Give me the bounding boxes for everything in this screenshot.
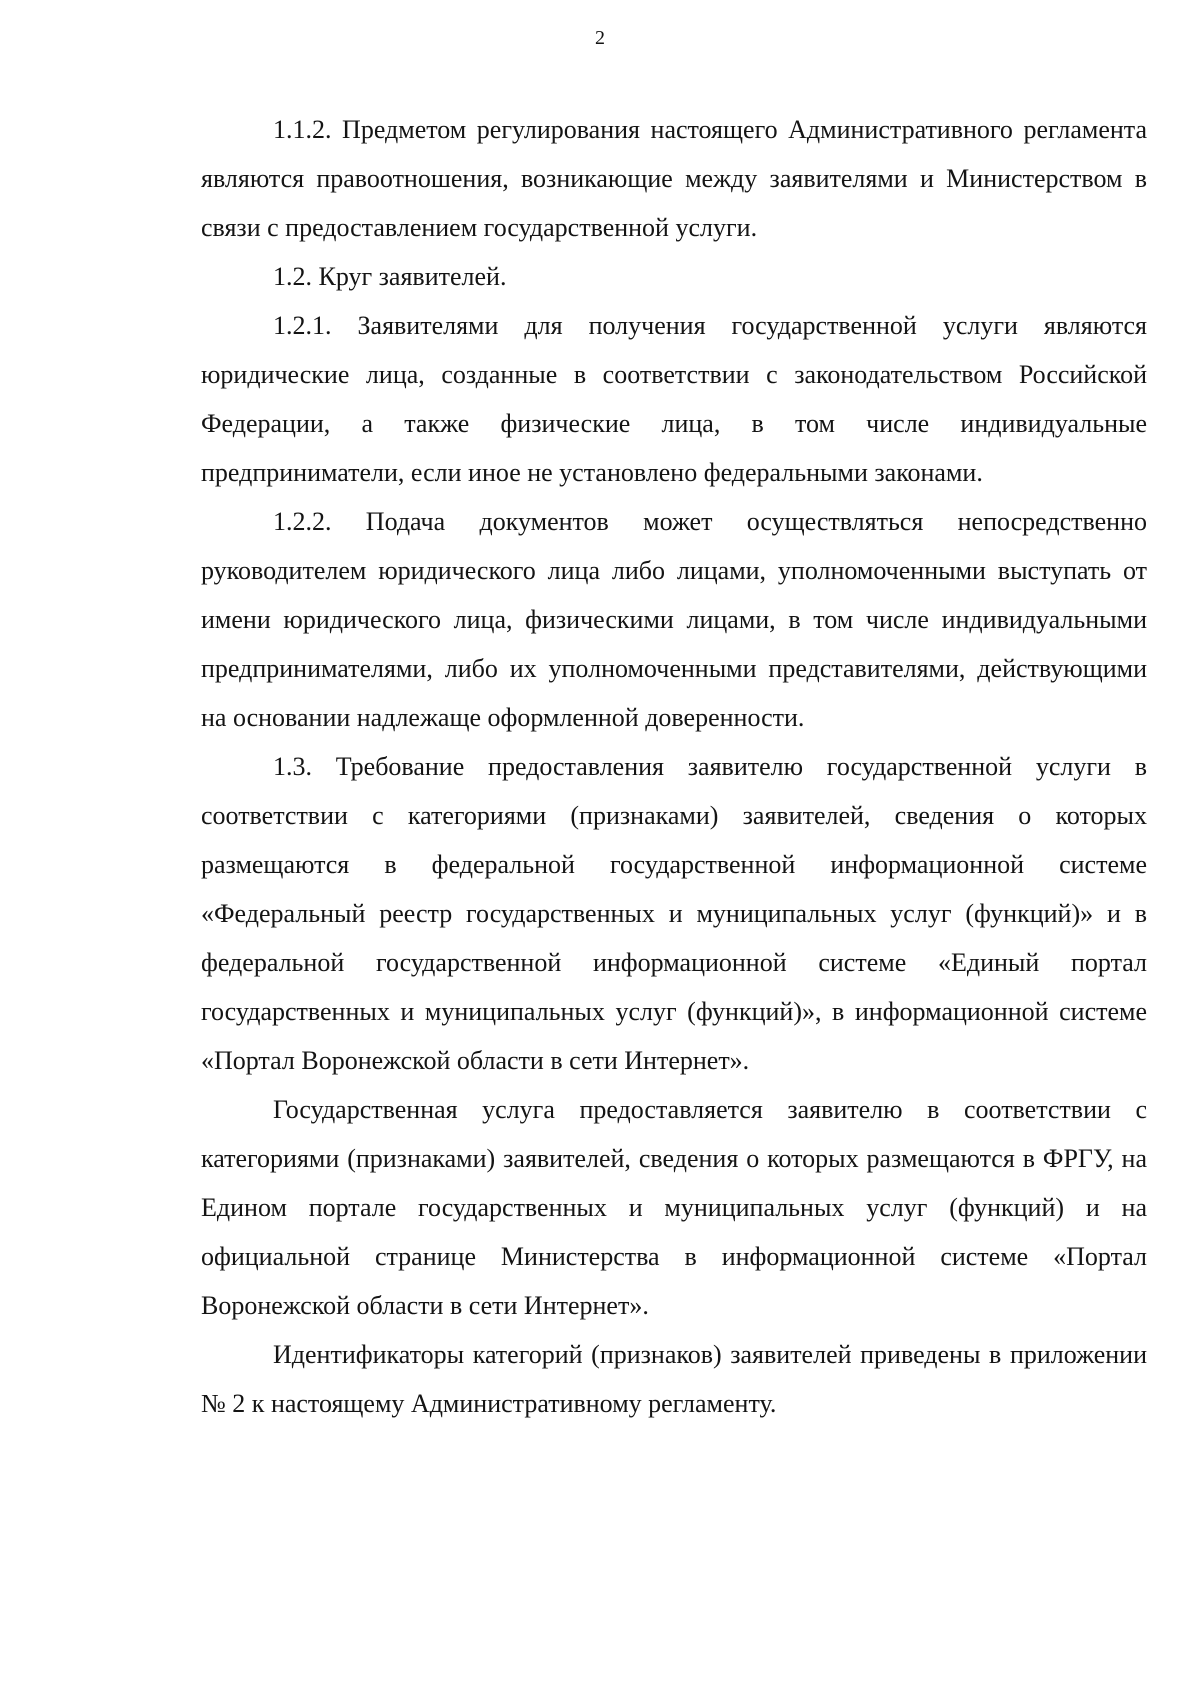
paragraph-service-categories: Государственная услуга предоставляется заявителю в соответствии с категориями (признаками) заявителей, сведения о которых размещаются в ФРГУ, на Едином портале государственных и муниципальных услуг (функций) и на официальной странице Министерства в информационной системе «Портал Воронежской области в сети Интернет». bbox=[201, 1095, 1147, 1320]
paragraph-category-identifiers: Идентификаторы категорий (признаков) заявителей приведены в приложении № 2 к настоящему Административному регламенту. bbox=[201, 1340, 1147, 1418]
paragraph-1-1-2: 1.1.2. Предметом регулирования настоящего Административного регламента являются правоотношения, возникающие между заявителями и Министерством в связи с предоставлением государственной услуги. bbox=[201, 115, 1147, 242]
paragraph-1-2-2: 1.2.2. Подача документов может осуществляться непосредственно руководителем юридического лица либо лицами, уполномоченными выступать от имени юридического лица, физическими лицами, в том числе индивидуальными предпринимателями, либо их уполномоченными представителями, действующими на основании надлежаще оформленной доверенности. bbox=[201, 507, 1147, 732]
paragraph-1-2-1: 1.2.1. Заявителями для получения государственной услуги являются юридические лица, созданные в соответствии с законодательством Российской Федерации, а также физические лица, в том числе индивидуальные предприниматели, если иное не установлено федеральными законами. bbox=[201, 311, 1147, 487]
page-number: 2 bbox=[595, 27, 605, 49]
document-body bbox=[201, 105, 1147, 1428]
paragraph-1-3: 1.3. Требование предоставления заявителю государственной услуги в соответствии с категориями (признаками) заявителей, сведения о которых размещаются в федеральной государственной информационной системе «Федеральный реестр государственных и муниципальных услуг (функций)» и в федеральной государственной информационной системе «Единый портал государственных и муниципальных услуг (функций)», в информационной системе «Портал Воронежской области в сети Интернет». bbox=[201, 752, 1147, 1075]
paragraph-1-2: 1.2. Круг заявителей. bbox=[273, 262, 507, 291]
